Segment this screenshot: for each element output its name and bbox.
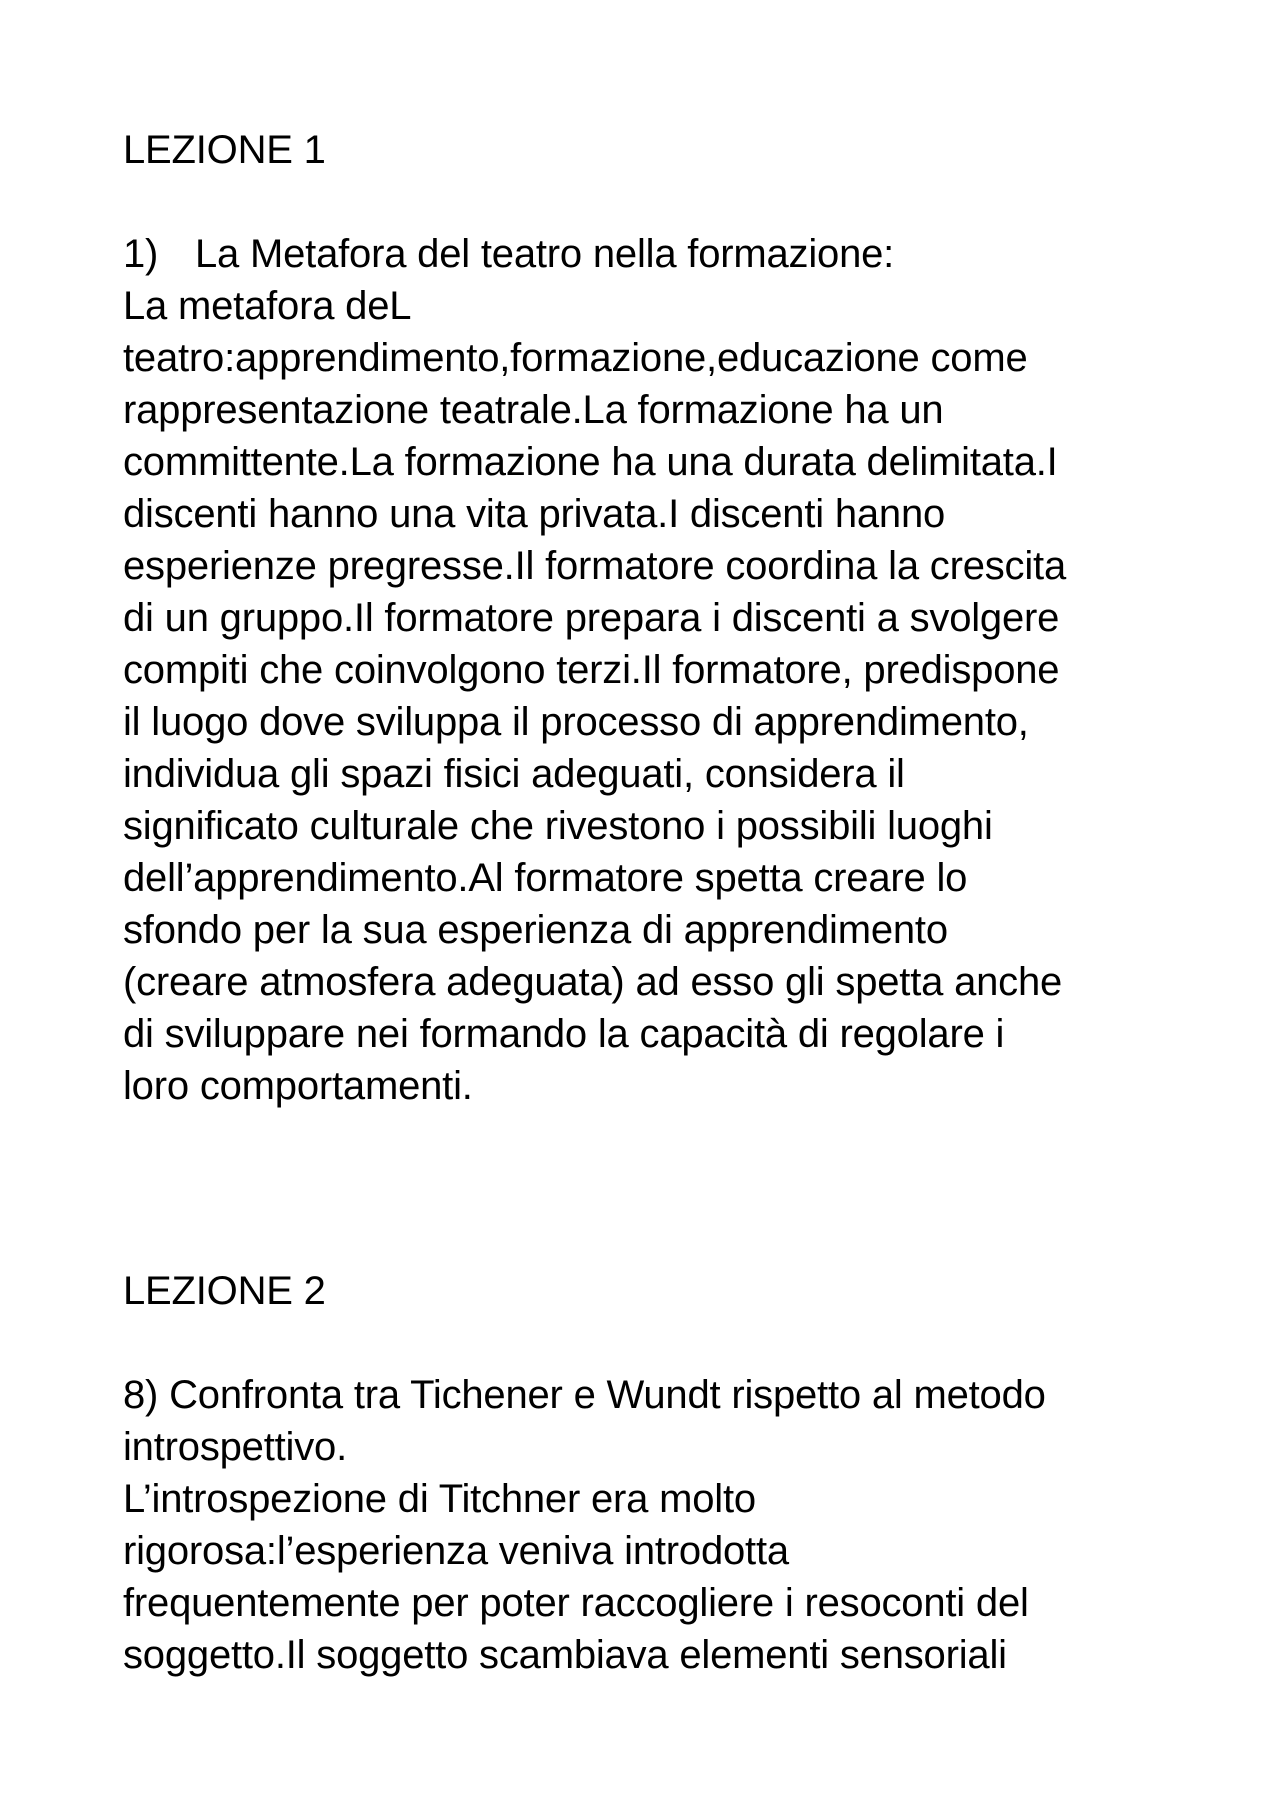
answer-line: il luogo dove sviluppa il processo di apprendimento, (123, 700, 1029, 744)
answer-line: rigorosa:l’esperienza veniva introdotta (123, 1529, 789, 1573)
lesson-2-question: 8) Confronta tra Tichener e Wundt rispetto al metodo (123, 1373, 1046, 1417)
answer-line: frequentemente per poter raccogliere i resoconti del (123, 1581, 1029, 1625)
question-number: 1) (123, 232, 159, 276)
answer-line: rappresentazione teatrale.La formazione ha un (123, 388, 944, 432)
lesson-1-heading: LEZIONE 1 (123, 128, 326, 172)
answer-line: La metafora deL (123, 284, 412, 328)
lesson-1-question (123, 228, 894, 280)
answer-line: esperienze pregresse.Il formatore coordina la crescita (123, 544, 1066, 588)
answer-line: loro comportamenti. (123, 1064, 473, 1108)
answer-line: di sviluppare nei formando la capacità di regolare i (123, 1012, 1005, 1056)
answer-line: dell’apprendimento.Al formatore spetta creare lo (123, 856, 968, 900)
answer-line: significato culturale che rivestono i possibili luoghi (123, 804, 993, 848)
answer-line: di un gruppo.Il formatore prepara i discenti a svolgere (123, 596, 1060, 640)
answer-line: discenti hanno una vita privata.I discenti hanno (123, 492, 946, 536)
lesson-2-question: introspettivo. (123, 1425, 347, 1469)
answer-line: committente.La formazione ha una durata delimitata.I (123, 440, 1058, 484)
question-title: La Metafora del teatro nella formazione: (195, 232, 895, 276)
answer-line: (creare atmosfera adeguata) ad esso gli spetta anche (123, 960, 1063, 1004)
lesson-2-heading: LEZIONE 2 (123, 1269, 326, 1313)
answer-line: soggetto.Il soggetto scambiava elementi sensoriali (123, 1633, 1007, 1677)
answer-line: L’introspezione di Titchner era molto (123, 1477, 756, 1521)
answer-line: teatro:apprendimento,formazione,educazione come (123, 336, 1028, 380)
answer-line: compiti che coinvolgono terzi.Il formatore, predispone (123, 648, 1060, 692)
answer-line: individua gli spazi fisici adeguati, considera il (123, 752, 905, 796)
answer-line: sfondo per la sua esperienza di apprendimento (123, 908, 948, 952)
